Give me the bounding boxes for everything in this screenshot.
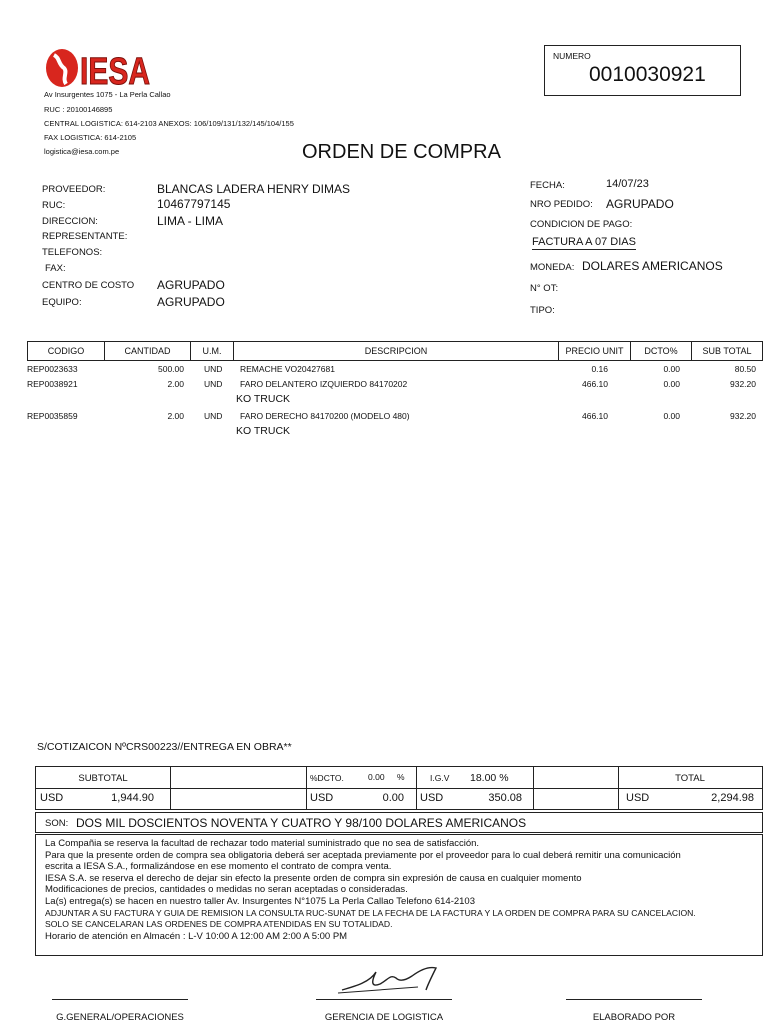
dcto-currency: USD (310, 792, 334, 804)
company-ruc: RUC : 20100146895 (44, 105, 113, 114)
row-subtotal: 932.20 (730, 379, 756, 389)
row-subtotal: 80.50 (734, 364, 756, 374)
row-dcto: 0.00 (663, 411, 680, 421)
signature-label-left: G.GENERAL/OPERACIONES (56, 1012, 184, 1023)
company-address: Av Insurgentes 1075 - La Perla Callao (44, 90, 171, 99)
row-codigo: REP0035859 (27, 411, 78, 421)
direccion-value: LIMA - LIMA (157, 214, 224, 228)
row-precio: 466.10 (582, 379, 608, 389)
condition-line: escrita a IESA S.A., formalizándose en ese momento el contrato de compra venta. (45, 861, 392, 873)
condition-line: Para que la presente orden de compra sea obligatoria deberá ser aceptada previamente por el proveedor para lo cual deberá remitir una comunicación (45, 849, 681, 861)
company-central: CENTRAL LOGISTICA: 614-2103 ANEXOS: 106/109/131/132/145/104/155 (44, 119, 294, 128)
header-cantidad: CANTIDAD (105, 342, 191, 360)
telefonos-label: TELEFONOS: (42, 247, 103, 258)
signature-image (336, 962, 446, 998)
row-descripcion: FARO DERECHO 84170200 (MODELO 480) (240, 411, 410, 421)
row-codigo: REP0038921 (27, 379, 78, 389)
row-um: UND (204, 364, 223, 374)
tipo-label: TIPO: (530, 305, 555, 316)
signature-label-right: ELABORADO POR (592, 1012, 676, 1023)
quote-note: S/COTIZAICON NºCRS00223//ENTREGA EN OBRA** (37, 741, 292, 753)
dcto-sign: % (397, 772, 405, 782)
nro-pedido-value: AGRUPADO (606, 197, 674, 211)
subtotal-currency: USD (40, 792, 64, 804)
fecha-value: 14/07/23 (606, 178, 649, 190)
total-currency: USD (626, 792, 650, 804)
nro-pedido-label: NRO PEDIDO: (530, 199, 593, 210)
proveedor-label: PROVEEDOR: (42, 184, 106, 195)
row-subtotal: 932.20 (730, 411, 756, 421)
row-um: UND (204, 379, 223, 389)
condition-line: La(s) entrega(s) se hacen en nuestro taller Av. Insurgentes N°1075 La Perla Callao Telefono 614-2103 (45, 895, 475, 907)
signature-line-center (316, 999, 452, 1000)
logo-text: IESA (80, 51, 150, 93)
header-subtotal: SUB TOTAL (702, 346, 752, 356)
subtotal-value: 1,944.90 (111, 792, 154, 804)
condition-line: Horario de atención en Almacén : L-V 10:00 A 12:00 AM 2:00 A 5:00 PM (45, 930, 348, 942)
representante-label: REPRESENTANTE: (42, 231, 128, 242)
igv-label: I.G.V (430, 773, 450, 783)
row-cantidad: 2.00 (167, 411, 184, 421)
row-descripcion: FARO DELANTERO IZQUIERDO 84170202 (240, 379, 408, 389)
condition-line: Modificaciones de precios, cantidades o medidas no seran aceptadas o consideradas. (45, 884, 408, 896)
igv-value: 350.08 (488, 792, 522, 804)
row-cantidad: 2.00 (167, 379, 184, 389)
equipo-value: AGRUPADO (157, 295, 225, 309)
condition-line: IESA S.A. se reserva el derecho de dejar sin efecto la presente orden de compra sin expresión de causa en cualquier momento (45, 872, 582, 884)
header-um: U.M. (191, 342, 234, 360)
moneda-value: DOLARES AMERICANOS (582, 259, 723, 273)
signature-label-center: GERENCIA DE LOGISTICA (324, 1012, 444, 1023)
order-number-box (544, 45, 741, 96)
dcto-label: %DCTO. (310, 773, 344, 783)
signature-line-left (52, 999, 188, 1000)
condition-line: ADJUNTAR A SU FACTURA Y GUIA DE REMISION LA CONSULTA RUC-SUNAT DE LA FECHA DE LA FACTURA Y LA ORDEN DE COMPRA PARA SU CANCELACION. (45, 907, 696, 918)
header-dcto: DCTO% (631, 342, 692, 360)
moneda-label: MONEDA: (530, 262, 575, 273)
order-number-value: 0010030921 (589, 63, 706, 86)
row-descripcion: REMACHE VO20427681 (240, 364, 335, 374)
proveedor-value: BLANCAS LADERA HENRY DIMAS (157, 182, 350, 196)
row-descripcion-2: KO TRUCK (236, 393, 291, 405)
nro-ot-label: N° OT: (530, 283, 559, 294)
row-dcto: 0.00 (663, 364, 680, 374)
dcto-value: 0.00 (382, 792, 404, 804)
row-cantidad: 500.00 (158, 364, 184, 374)
company-logo (42, 46, 152, 93)
son-value: DOS MIL DOSCIENTOS NOVENTA Y CUATRO Y 98/100 DOLARES AMERICANOS (76, 816, 527, 830)
fax-label: FAX: (45, 263, 66, 274)
header-codigo: CODIGO (28, 342, 105, 360)
dcto-pct: 0.00 (368, 772, 385, 782)
igv-currency: USD (420, 792, 444, 804)
company-fax: FAX LOGISTICA: 614-2105 (44, 133, 137, 142)
page-title: ORDEN DE COMPRA (302, 141, 501, 163)
condicion-pago-label: CONDICION DE PAGO: (530, 219, 633, 230)
row-um: UND (204, 411, 223, 421)
ruc-value: 10467797145 (157, 197, 231, 211)
order-number-label: NUMERO (553, 51, 591, 61)
igv-pct: 18.00 % (470, 772, 509, 784)
row-descripcion-2: KO TRUCK (236, 425, 291, 437)
direccion-label: DIRECCION: (42, 216, 98, 227)
amount-in-words (35, 812, 763, 833)
terms-conditions (35, 834, 763, 956)
ruc-label: RUC: (42, 200, 66, 211)
condicion-pago-value: FACTURA A 07 DIAS (532, 236, 636, 248)
total-label: TOTAL (675, 773, 705, 784)
centro-costo-value: AGRUPADO (157, 278, 225, 292)
condition-line: SOLO SE CANCELARAN LAS ORDENES DE COMPRA ATENDIDAS EN SU TOTALIDAD. (45, 919, 393, 930)
row-dcto: 0.00 (663, 379, 680, 389)
equipo-label: EQUIPO: (42, 297, 82, 308)
son-label: SON: (45, 818, 69, 829)
header-precio-unit: PRECIO UNIT (559, 342, 631, 360)
fecha-label: FECHA: (530, 180, 565, 191)
total-value: 2,294.98 (711, 792, 754, 804)
condition-line: La Compañia se reserva la facultad de rechazar todo material suministrado que no sea de satisfacción. (45, 838, 480, 849)
items-table-header (27, 341, 763, 361)
company-email: logistica@iesa.com.pe (44, 147, 120, 156)
centro-costo-label: CENTRO DE COSTO (42, 280, 135, 291)
subtotal-label: SUBTOTAL (78, 773, 128, 784)
row-precio: 466.10 (582, 411, 608, 421)
signature-line-right (566, 999, 702, 1000)
totals-table (35, 766, 763, 810)
header-descripcion: DESCRIPCION (234, 342, 559, 360)
row-codigo: REP0023633 (27, 364, 78, 374)
row-precio: 0.16 (591, 364, 608, 374)
